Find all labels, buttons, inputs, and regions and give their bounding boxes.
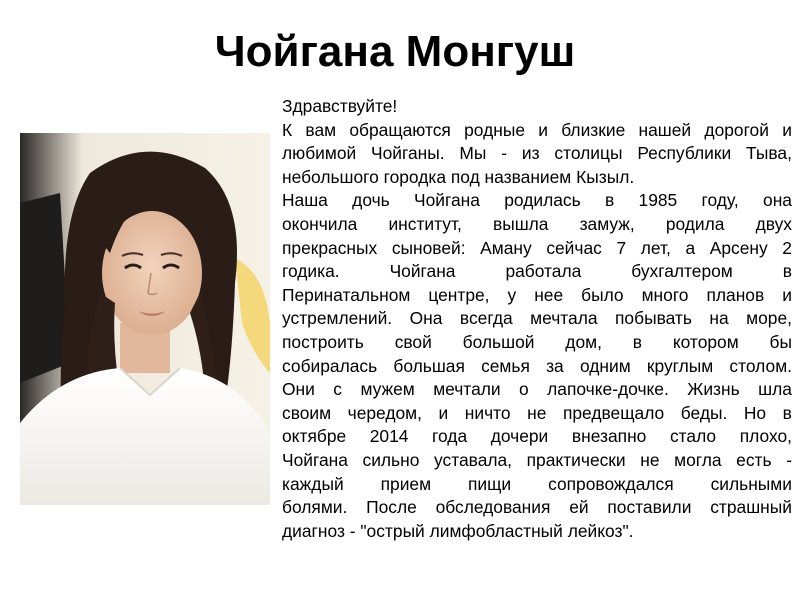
portrait-illustration — [20, 133, 270, 505]
text-line: Наша дочь Чойгана родилась в 1985 году, она — [282, 190, 792, 211]
slide-title: Чойгана Монгуш — [214, 27, 576, 76]
text-line: октябре 2014 года дочери внезапно стало плохо, — [282, 426, 792, 447]
text-line: устремлений. Она всегда мечтала побывать на море, — [282, 308, 792, 329]
text-line: прекрасных сыновей: Аману сейчас 7 лет, а Арсену 2 — [282, 237, 792, 258]
text-line: небольшого городка под названием Кызыл. — [282, 166, 635, 187]
text-line: каждый прием пищи сопровождался сильными — [282, 473, 792, 494]
text-line: болями. После обследования ей поставили страшный — [282, 497, 792, 518]
text-line: построить свой большой дом, в котором бы — [282, 331, 792, 352]
body-text — [282, 95, 792, 543]
text-line: своим чередом, и ничто не предвещало беды. Но в — [282, 402, 792, 423]
text-line: диагноз - "острый лимфобластный лейкоз". — [282, 520, 634, 541]
text-line: собиралась большая семья за одним круглым столом. — [282, 355, 792, 376]
portrait-photo — [20, 133, 274, 613]
text-line: Чойгана сильно уставала, практически не могла есть - — [282, 449, 792, 470]
text-line: Здравствуйте! — [282, 96, 398, 116]
text-line: годика. Чойгана работала бухгалтером в — [282, 261, 792, 282]
text-line: окончила институт, вышла замуж, родила двух — [282, 213, 792, 234]
retrica-watermark: Retrica — [222, 598, 274, 613]
text-line: любимой Чойганы. Мы - из столицы Республики Тыва, — [282, 143, 792, 164]
text-line: Они с мужем мечтали о лапочке-дочке. Жизнь шла — [282, 379, 792, 400]
text-line: Перинатальном центре, у нее было много планов и — [282, 284, 792, 305]
text-line: К вам обращаются родные и близкие нашей дорогой и — [282, 119, 792, 140]
